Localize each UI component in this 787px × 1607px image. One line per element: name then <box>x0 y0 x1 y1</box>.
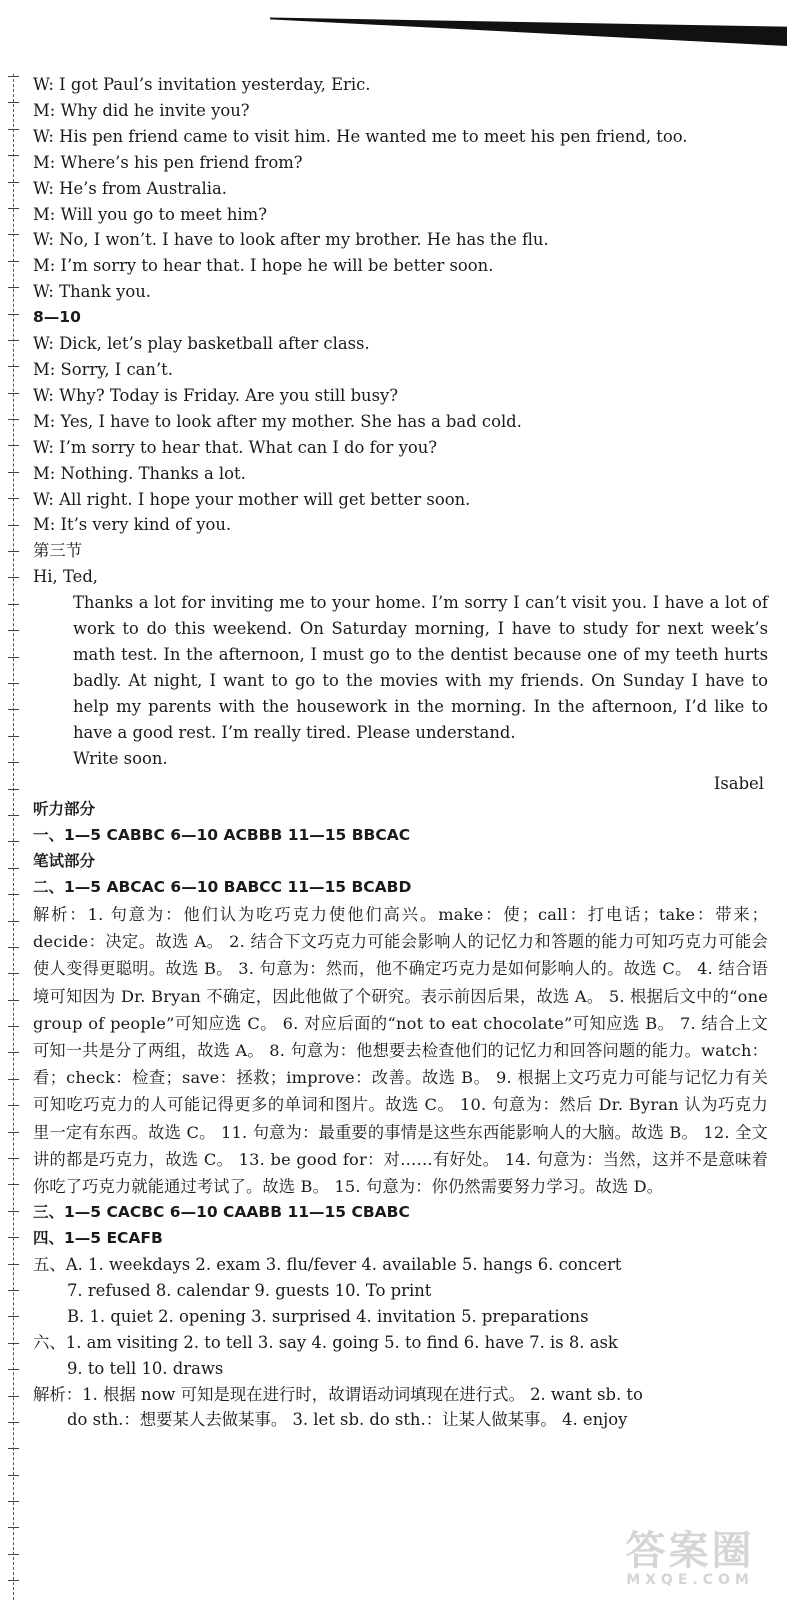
margin-tick <box>8 1079 19 1080</box>
margin-tick <box>8 1000 19 1001</box>
margin-tick <box>8 472 19 473</box>
margin-tick <box>8 182 19 183</box>
margin-tick <box>8 762 19 763</box>
margin-tick <box>8 973 19 974</box>
margin-tick <box>8 1105 19 1106</box>
margin-tick <box>8 155 19 156</box>
watermark-logo <box>605 1530 775 1592</box>
answer-page <box>33 72 768 1433</box>
part6-explanation-line1: 解析：1. 根据 now 可知是现在进行时，故谓语动词填现在进行式。 2. want sb. to <box>33 1384 643 1404</box>
margin-tick <box>8 1475 19 1476</box>
margin-tick <box>8 657 19 658</box>
listening-heading: 听力部分 <box>33 800 96 819</box>
margin-tick <box>8 604 19 605</box>
margin-tick <box>8 1316 19 1317</box>
margin-tick <box>8 498 19 499</box>
margin-tick <box>8 1184 19 1185</box>
dialogue-line: W: Dick, let’s play basketball after class. <box>33 334 370 354</box>
margin-tick <box>8 445 19 446</box>
margin-tick <box>8 841 19 842</box>
dialogue-line: W: His pen friend came to visit him. He wanted me to meet his pen friend, too. <box>33 126 688 146</box>
binding-margin-ticks <box>8 76 19 1607</box>
watermark-top: 答案圈 <box>625 1528 755 1574</box>
header-decoration-bar <box>270 0 787 46</box>
watermark-bottom: MXQE.COM <box>626 1572 754 1588</box>
margin-tick <box>8 1369 19 1370</box>
margin-tick <box>8 208 19 209</box>
margin-tick <box>8 1501 19 1502</box>
margin-tick <box>8 287 19 288</box>
part4-answers: 四、1—5 ECAFB <box>33 1229 163 1248</box>
letter-body: Thanks a lot for inviting me to your home. I’m sorry I can’t visit you. I have a lot of work to do this weekend. On Saturday morning, I have to study for next week’s math test. In the afternoon, I must go to the dentist because one of my teeth hurts badly. At night, I want to go to the movies with my friends. On Sunday I have to help my parents with the housework in the morning. In the afternoon, I’d like to have a good rest. I’m really tired. Please understand. <box>73 593 768 742</box>
margin-tick <box>8 76 19 77</box>
margin-tick <box>8 551 19 552</box>
dialogue-1 <box>33 72 768 305</box>
dialogue-line: W: No, I won’t. I have to look after my brother. He has the flu. <box>33 230 549 250</box>
dialogue-line: W: I’m sorry to hear that. What can I do for you? <box>33 437 438 457</box>
listening-answers: 一、1—5 CABBC 6—10 ACBBB 11—15 BBCAC <box>33 826 411 845</box>
part2-explanation: 解析：1. 句意为：他们认为吃巧克力使他们高兴。make：使；call：打电话；take：带来；decide：决定。故选 A。 2. 结合下文巧克力可能会影响人的记忆力和答题的能力可知巧克力可能会使人变得更聪明。故选 B。 3. 句意为：然而，他不确定巧克力是如何影响人的。故选 C。 4. 结合语境可知因为 Dr. Bryan 不确定，因此他做了个研究。表示前因后果，故选 A。 5. 根据后文中的“one group of people”可知应选 C。 6. 对应后面的“not to eat chocolate”可知应选 B。 7. 结合上文可知一共是分了两组，故选 A。 8. 句意为：他想要去检查他们的记忆力和回答问题的能力。watch：看；check：检查；save：拯救；improve：改善。故选 B。 9. 根据上文巧克力可能与记忆力有关可知吃巧克力的人可能记得更多的单词和图片。故选 C。 10. 句意为：然后 Dr. Byran 认为巧克力里一定有东西。故选 C。 11. 句意为：最重要的事情是这些东西能影响人的大脑。故选 B。 12. 全文讲的都是巧克力，故选 C。 13. be good for：对……有好处。 14. 句意为：当然，这并不是意味着你吃了巧克力就能通过考试了。故选 B。 15. 句意为：你仍然需要努力学习。故选 D。 <box>33 905 768 1197</box>
margin-tick <box>8 525 19 526</box>
margin-tick <box>8 1554 19 1555</box>
part6-line2: 9. to tell 10. draws <box>67 1358 224 1378</box>
margin-tick <box>8 1580 19 1581</box>
part5-a-line1: 五、A. 1. weekdays 2. exam 3. flu/fever 4. available 5. hangs 6. concert <box>33 1255 622 1275</box>
dialogue-line: M: It’s very kind of you. <box>33 515 232 535</box>
margin-tick <box>8 1290 19 1291</box>
margin-tick <box>8 1026 19 1027</box>
margin-tick <box>8 709 19 710</box>
margin-tick <box>8 366 19 367</box>
margin-tick <box>8 894 19 895</box>
margin-tick <box>8 1237 19 1238</box>
part5-a-line2: 7. refused 8. calendar 9. guests 10. To print <box>67 1280 432 1300</box>
dialogue-line: M: Yes, I have to look after my mother. She has a bad cold. <box>33 411 522 431</box>
letter <box>33 564 768 797</box>
letter-closing: Write soon. <box>73 748 168 768</box>
dialogue-line: W: He’s from Australia. <box>33 178 227 198</box>
section-heading-3: 第三节 <box>33 541 83 561</box>
written-heading: 笔试部分 <box>33 852 96 871</box>
letter-signature: Isabel <box>713 774 764 794</box>
margin-tick <box>8 393 19 394</box>
dialogue-line: M: Where’s his pen friend from? <box>33 152 303 172</box>
margin-tick <box>8 736 19 737</box>
part6-line1: 六、1. am visiting 2. to tell 3. say 4. going 5. to find 6. have 7. is 8. ask <box>33 1332 618 1352</box>
margin-tick <box>8 102 19 103</box>
dialogue-line: W: I got Paul’s invitation yesterday, Eric. <box>33 75 371 94</box>
dialogue-line: W: Thank you. <box>33 282 152 302</box>
margin-tick <box>8 947 19 948</box>
margin-tick <box>8 1132 19 1133</box>
dialogue-line: W: Why? Today is Friday. Are you still busy? <box>33 385 399 405</box>
margin-tick <box>8 1211 19 1212</box>
dialogue-line: M: Why did he invite you? <box>33 100 250 120</box>
margin-tick <box>8 1422 19 1423</box>
margin-tick <box>8 419 19 420</box>
dialogue-line: M: I’m sorry to hear that. I hope he will be better soon. <box>33 256 494 276</box>
dialogue-line: M: Will you go to meet him? <box>33 204 268 224</box>
margin-tick <box>8 815 19 816</box>
margin-tick <box>8 1264 19 1265</box>
margin-tick <box>8 1158 19 1159</box>
margin-tick <box>8 1527 19 1528</box>
margin-tick <box>8 683 19 684</box>
margin-tick <box>8 234 19 235</box>
dialogue-line: M: Nothing. Thanks a lot. <box>33 463 246 483</box>
margin-tick <box>8 921 19 922</box>
margin-tick <box>8 577 19 578</box>
dialogue-line: M: Sorry, I can’t. <box>33 359 173 379</box>
part5-b-line: B. 1. quiet 2. opening 3. surprised 4. invitation 5. preparations <box>67 1306 589 1326</box>
margin-tick <box>8 1396 19 1397</box>
margin-tick <box>8 340 19 341</box>
margin-tick <box>8 1448 19 1449</box>
dialogue-2 <box>33 331 768 538</box>
part3-answers: 三、1—5 CACBC 6—10 CAABB 11—15 CBABC <box>33 1203 410 1222</box>
margin-tick <box>8 261 19 262</box>
section-heading-8-10: 8—10 <box>33 308 81 327</box>
margin-tick <box>8 789 19 790</box>
letter-greeting: Hi, Ted, <box>33 567 99 587</box>
margin-tick <box>8 129 19 130</box>
margin-tick <box>8 1343 19 1344</box>
margin-tick <box>8 314 19 315</box>
margin-tick <box>8 630 19 631</box>
dialogue-line: W: All right. I hope your mother will get better soon. <box>33 489 471 509</box>
part6-explanation-line2: do sth.：想要某人去做某事。 3. let sb. do sth.：让某人做某事。 4. enjoy <box>67 1410 628 1430</box>
margin-tick <box>8 1052 19 1053</box>
part2-answers: 二、1—5 ABCAC 6—10 BABCC 11—15 BCABD <box>33 878 412 897</box>
margin-tick <box>8 868 19 869</box>
